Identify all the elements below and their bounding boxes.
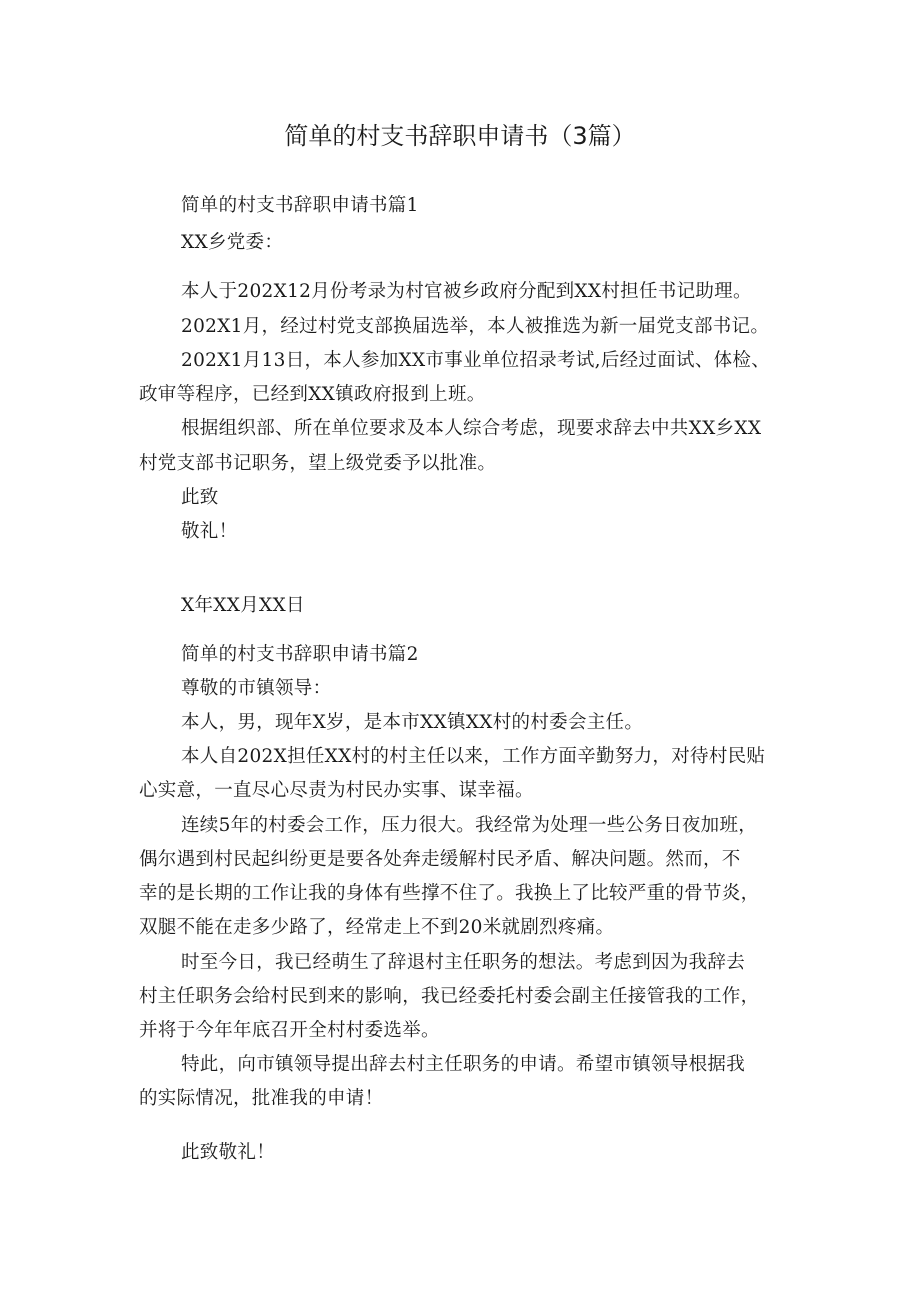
letter2-paragraph-3-line-4: 双腿不能在走多少路了，经常走上不到20米就剧烈疼痛。 xyxy=(139,917,615,938)
letter1-date: X年XX月XX日 xyxy=(181,595,305,616)
letter1-paragraph-4-line-1: 根据组织部、所在单位要求及本人综合考虑，现要求辞去中共XX乡XX xyxy=(181,418,762,439)
letter2-salutation: 尊敬的市镇领导： xyxy=(181,678,332,699)
letter1-paragraph-4-line-2: 村党支部书记职务，望上级党委予以批准。 xyxy=(139,453,497,474)
letter1-paragraph-3-line-1: 202X1月13日，本人参加XX市事业单位招录考试,后经过面试、体检、 xyxy=(181,350,771,371)
letter2-paragraph-5-line-1: 特此，向市镇领导提出辞去村主任职务的申请。希望市镇领导根据我 xyxy=(181,1054,746,1075)
letter2-heading: 简单的村支书辞职申请书篇2 xyxy=(181,644,419,665)
letter1-paragraph-2: 202X1月，经过村党支部换届选举，本人被推选为新一届党支部书记。 xyxy=(181,316,770,337)
letter1-heading: 简单的村支书辞职申请书篇1 xyxy=(181,195,419,216)
letter1-paragraph-1: 本人于202X12月份考录为村官被乡政府分配到XX村担任书记助理。 xyxy=(181,281,752,302)
letter1-closing-2: 敬礼！ xyxy=(181,521,238,542)
letter2-paragraph-2-line-2: 心实意，一直尽心尽责为村民办实事、谋幸福。 xyxy=(139,780,534,801)
letter1-paragraph-3-line-2: 政审等程序，已经到XX镇政府报到上班。 xyxy=(139,384,486,405)
letter2-paragraph-4-line-2: 村主任职务会给村民到来的影响，我已经委托村委会副主任接管我的工作， xyxy=(139,986,760,1007)
letter2-paragraph-3-line-2: 偶尔遇到村民起纠纷更是要各处奔走缓解村民矛盾、解决问题。然而，不 xyxy=(139,849,741,870)
document-title: 简单的村支书辞职申请书（3篇） xyxy=(284,122,636,150)
letter2-paragraph-1: 本人，男，现年X岁，是本市XX镇XX村的村委会主任。 xyxy=(181,712,644,733)
letter2-paragraph-5-line-2: 的实际情况，批准我的申请！ xyxy=(139,1088,384,1109)
letter2-closing: 此致敬礼！ xyxy=(181,1142,276,1163)
letter2-paragraph-4-line-1: 时至今日，我已经萌生了辞退村主任职务的想法。考虑到因为我辞去 xyxy=(181,952,746,973)
letter1-salutation: XX乡党委： xyxy=(181,232,284,253)
letter1-closing-1: 此致 xyxy=(181,487,219,508)
letter2-paragraph-2-line-1: 本人自202X担任XX村的村主任以来，工作方面辛勤努力，对待村民贴 xyxy=(181,746,766,767)
letter2-paragraph-3-line-3: 幸的是长期的工作让我的身体有些撑不住了。我换上了比较严重的骨节炎， xyxy=(139,883,760,904)
letter2-paragraph-4-line-3: 并将于今年年底召开全村村委选举。 xyxy=(139,1020,440,1041)
letter2-paragraph-3-line-1: 连续5年的村委会工作，压力很大。我经常为处理一些公务日夜加班， xyxy=(181,815,758,836)
